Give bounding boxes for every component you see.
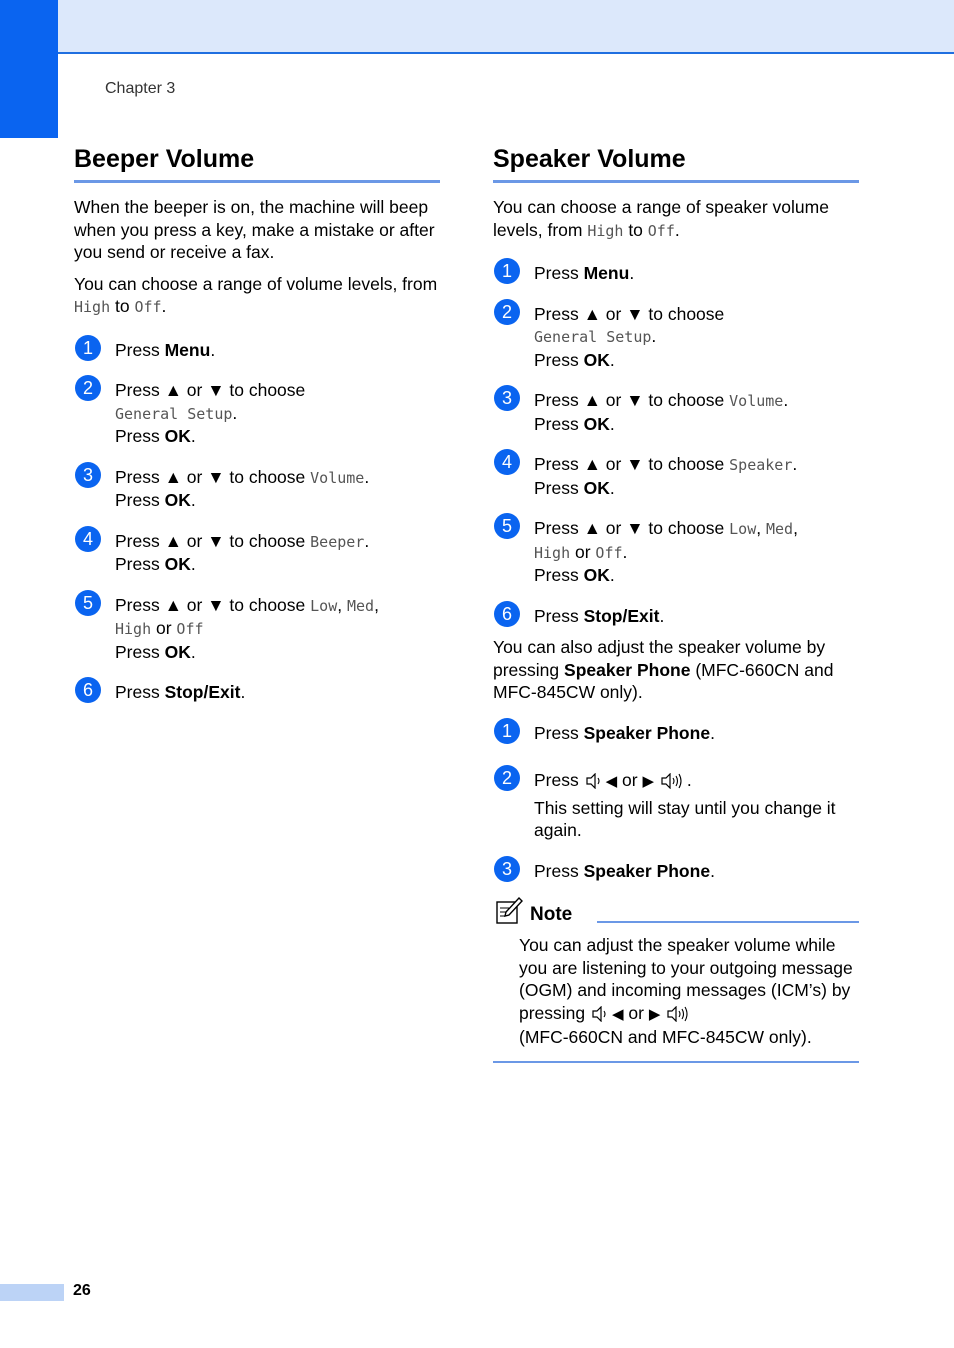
step-number: 1 (494, 718, 520, 744)
footer-band (0, 1284, 64, 1301)
speaker-low-icon (586, 773, 604, 789)
note-rule (597, 921, 859, 923)
step-number: 2 (494, 299, 520, 325)
step-6: 6 Press Stop/Exit. (493, 605, 859, 628)
step-number: 4 (494, 449, 520, 475)
chapter-tab (0, 0, 58, 138)
step-number: 3 (75, 462, 101, 488)
beeper-volume-section (74, 145, 440, 704)
speaker-volume-section (493, 145, 859, 1063)
step-number: 4 (75, 526, 101, 552)
note-title: Note (530, 904, 573, 925)
section-title: Beeper Volume (74, 145, 440, 183)
step-3: 3 Press ▲ or ▼ to choose Volume. Press OK. (493, 389, 859, 435)
page-number: 26 (73, 1282, 91, 1299)
step-number: 6 (75, 677, 101, 703)
speaker-high-icon (661, 773, 685, 789)
also-paragraph: You can also adjust the speaker volume by pressing Speaker Phone (MFC-660CN and MFC-845CW only). (493, 637, 834, 702)
step-1: 1 Press Menu. (493, 262, 859, 285)
step-number: 5 (75, 590, 101, 616)
step-number: 2 (75, 375, 101, 401)
intro-paragraph: You can choose a range of speaker volume levels, from High to Off. (493, 197, 829, 240)
step-5: 5 Press ▲ or ▼ to choose Low, Med, High or Off. Press OK. (493, 517, 859, 587)
step-2: 2 Press ▲ or ▼ to choose General Setup. Press OK. (74, 379, 440, 448)
speaker-low-icon (592, 1006, 610, 1022)
step-6: 6 Press Stop/Exit. (74, 681, 440, 704)
step-number: 1 (494, 258, 520, 284)
speakerphone-step-3: 3 Press Speaker Phone. (493, 860, 859, 883)
chapter-label: Chapter 3 (105, 80, 176, 97)
step-4: 4 Press ▲ or ▼ to choose Speaker. Press OK. (493, 453, 859, 499)
speakerphone-step-2: 2 Press ◀ or ▶ . This setting will stay until you change it again. (493, 769, 859, 842)
note-pencil-icon (495, 897, 523, 925)
intro-range: You can choose a range of volume levels, from High to Off. (74, 273, 438, 316)
step-number: 5 (494, 513, 520, 539)
step-number: 2 (494, 765, 520, 791)
note-box: Note You can adjust the speaker volume while you are listening to your outgoing message (OGM) and incoming messages (ICM’s) by pressing ◀ or ▶ (MFC-660CN and MFC-845CW only). (493, 900, 859, 1063)
step-number: 6 (494, 601, 520, 627)
step-4: 4 Press ▲ or ▼ to choose Beeper. Press OK. (74, 530, 440, 576)
section-title: Speaker Volume (493, 145, 859, 183)
speaker-high-icon (667, 1006, 691, 1022)
step-number: 3 (494, 385, 520, 411)
step-number: 3 (494, 856, 520, 882)
header-band (0, 0, 954, 54)
speakerphone-step-1: 1 Press Speaker Phone. (493, 722, 859, 745)
step-number: 1 (75, 335, 101, 361)
step-3: 3 Press ▲ or ▼ to choose Volume. Press OK. (74, 466, 440, 512)
step-1: 1 Press Menu. (74, 339, 440, 362)
intro-paragraph: When the beeper is on, the machine will beep when you press a key, make a mistake or after you send or receive a fax. (74, 197, 435, 262)
step-2: 2 Press ▲ or ▼ to choose General Setup. Press OK. (493, 303, 859, 372)
step-5: 5 Press ▲ or ▼ to choose Low, Med, High or Off Press OK. (74, 594, 440, 664)
